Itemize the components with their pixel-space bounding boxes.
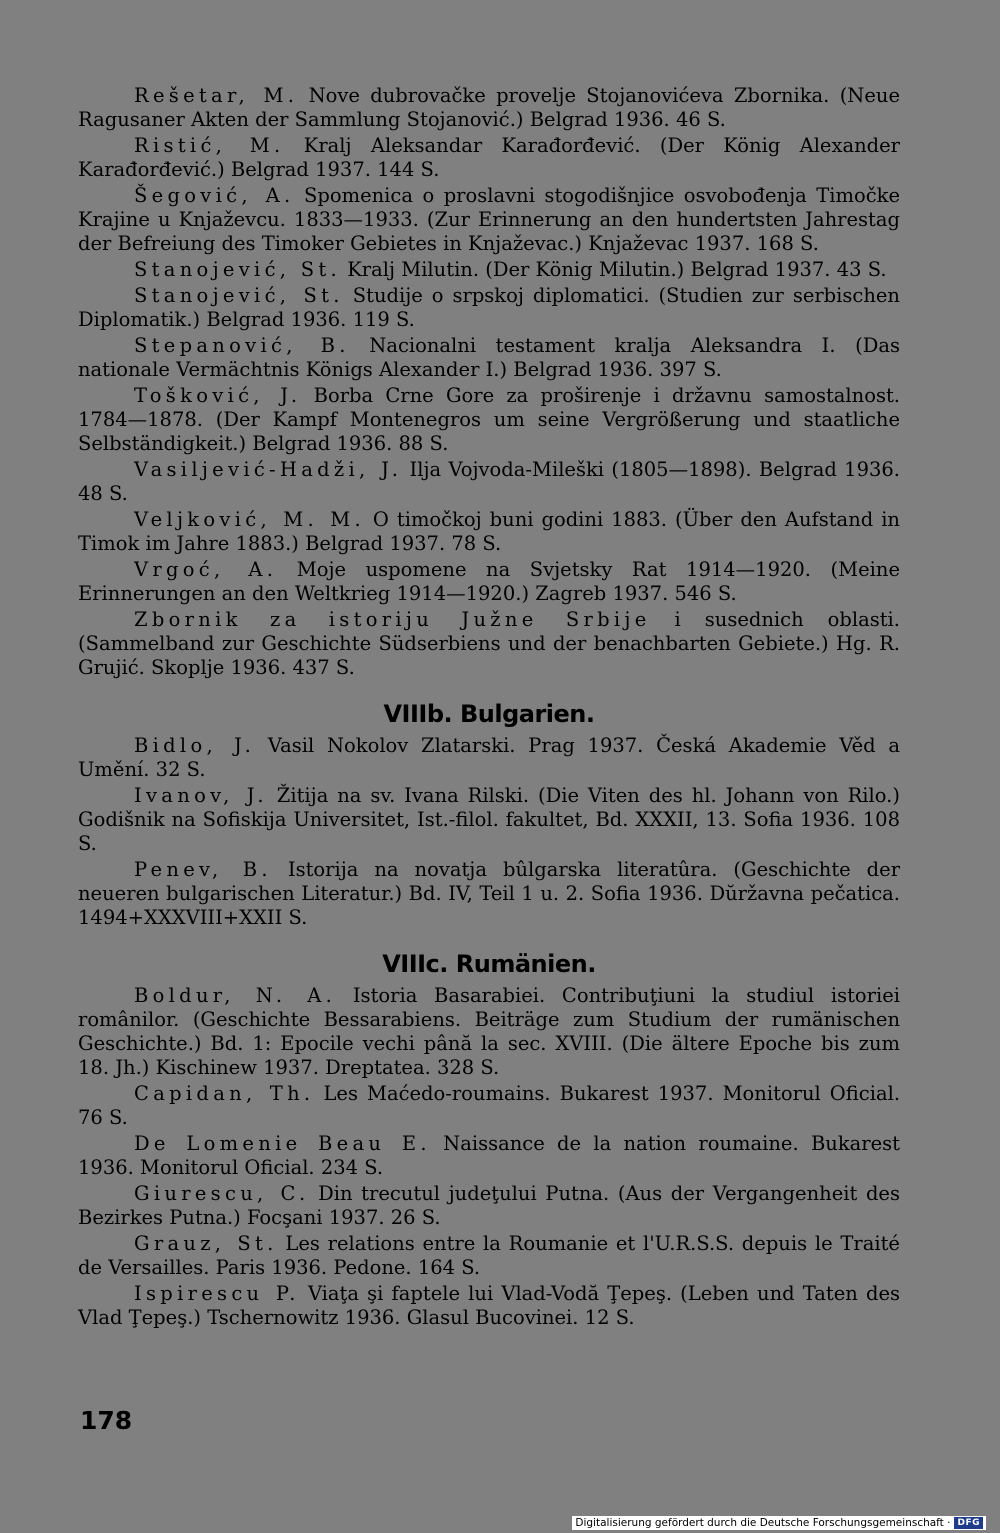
bibliography-entry xyxy=(78,784,900,856)
entry-author: Tošković, J. xyxy=(134,384,302,407)
entry-text: Nove dubrovačke provelje Stojanovićeva Zbornika. (Neue Ragusaner Akten der Sammlung Stojanović.) Belgrad 1936. 46 S. xyxy=(78,84,900,131)
bibliography-entry xyxy=(78,458,900,506)
entry-author: Giurescu, C. xyxy=(134,1182,310,1205)
bibliography-entry xyxy=(78,1282,900,1330)
bibliography-entry xyxy=(78,1232,900,1280)
entry-author: Vasiljević-Hadži, J. xyxy=(134,458,403,481)
bibliography-page xyxy=(78,84,900,1332)
entry-text: i susednich oblasti. (Sammelband zur Geschichte Südserbiens und der benachbarten Gebiete.) Hg. R. Grujić. Skoplje 1936. 437 S. xyxy=(78,608,900,679)
entry-author: Boldur, N. A. xyxy=(134,984,337,1007)
bibliography-entry xyxy=(78,134,900,182)
bibliography-entry xyxy=(78,184,900,256)
entry-text: Nacionalni testament kralja Aleksandra I. (Das nationale Vermächtnis Königs Alexander I.) Belgrad 1936. 397 S. xyxy=(78,334,901,381)
bibliography-entry xyxy=(78,258,900,282)
dfg-logo: DFG xyxy=(954,1517,983,1529)
entry-text: O timočkoj buni godini 1883. (Über den Aufstand in Timok im Jahre 1883.) Belgrad 1937. 78 S. xyxy=(78,508,900,555)
bibliography-entry xyxy=(78,84,900,132)
entry-author: Stanojević, St. xyxy=(134,258,342,281)
entry-text: Istoria Basarabiei. Contribuţiuni la studiul istoriei românilor. (Geschichte Bessarabiens. Beiträge zum Studium der rumänischen Geschichte.) Bd. 1: Epocile vechi până la sec. XVIII. (Die ältere Epoche bis zum 18. Jh.) Kischinew 1937. Dreptatea. 328 S. xyxy=(78,984,900,1079)
entry-text: Vasil Nokolov Zlatarski. Prag 1937. Česká Akademie Věd a Umění. 32 S. xyxy=(78,734,900,781)
entries-serbien xyxy=(78,84,900,680)
entry-author: Vrgoć, A. xyxy=(134,558,278,581)
bibliography-entry xyxy=(78,734,900,782)
bibliography-entry xyxy=(78,984,900,1080)
entry-text: Moje uspomene na Svjetsky Rat 1914—1920. (Meine Erinnerungen an den Weltkrieg 1914—1920.) Zagreb 1937. 546 S. xyxy=(78,558,901,605)
bibliography-entry xyxy=(78,608,900,680)
entry-author: Ristić, M. xyxy=(134,134,285,157)
entry-text: Les relations entre la Roumanie et l'U.R.S.S. depuis le Traité de Versailles. Paris 1936. Pedone. 164 S. xyxy=(78,1232,900,1279)
footer-text: Digitalisierung gefördert durch die Deutsche Forschungsgemeinschaft · xyxy=(575,1517,951,1529)
entry-text: Spomenica o proslavni stogodišnjice osvobođenja Timočke Krajine u Knjaževcu. 1833—1933. (Zur Erinnerung an den hundertsten Jahrestag der Befreiung des Timoker Gebietes in Knjaževac.) Knjaževac 1937. 168 S. xyxy=(78,184,901,255)
entry-author: Rešetar, M. xyxy=(134,84,299,107)
bibliography-entry xyxy=(78,1182,900,1230)
entries-bulgarien xyxy=(78,734,900,930)
bibliography-entry xyxy=(78,508,900,556)
entries-rumaenien xyxy=(78,984,900,1330)
entry-text: Naissance de la nation roumaine. Bukarest 1936. Monitorul Oficial. 234 S. xyxy=(78,1132,900,1179)
bibliography-entry xyxy=(78,284,900,332)
bibliography-entry xyxy=(78,334,900,382)
entry-text: Din trecutul judeţului Putna. (Aus der Vergangenheit des Bezirkes Putna.) Focşani 1937. 26 S. xyxy=(78,1182,900,1229)
bibliography-entry xyxy=(78,1082,900,1130)
bibliography-entry xyxy=(78,1132,900,1180)
entry-text: Kralj Aleksandar Karađorđević. (Der König Alexander Karađorđević.) Belgrad 1937. 144 S. xyxy=(78,134,900,181)
entry-text: Borba Crne Gore za proširenje i državnu samostalnost. 1784—1878. (Der Kampf Montenegros um seine Vergrößerung und staatliche Selbständigkeit.) Belgrad 1936. 88 S. xyxy=(78,384,900,455)
entry-text: Viaţa şi faptele lui Vlad-Vodă Ţepeş. (Leben und Taten des Vlad Ţepeş.) Tschernowitz 1936. Glasul Bucovinei. 12 S. xyxy=(78,1282,900,1329)
page-number: 178 xyxy=(80,1406,133,1435)
bibliography-entry xyxy=(78,858,900,930)
entry-author: Ispirescu P. xyxy=(134,1282,300,1305)
section-heading-bulgarien: VIIIb. Bulgarien. xyxy=(383,700,595,728)
bibliography-entry xyxy=(78,384,900,456)
entry-text: Istorija na novatja bûlgarska literatûra. (Geschichte der neueren bulgarischen Literatur.) Bd. IV, Teil 1 u. 2. Sofia 1936. Dŭržavna pečatica. 1494+XXXVIII+XXII S. xyxy=(78,858,901,929)
entry-author: Zbornik za istoriju Južne Srbije xyxy=(134,608,651,631)
entry-author: Grauz, St. xyxy=(134,1232,278,1255)
entry-author: Stepanović, B. xyxy=(134,334,350,357)
entry-author: Veljković, M. M. xyxy=(134,508,365,531)
entry-author: Stanojević, St. xyxy=(134,284,344,307)
section-heading-rumaenien: VIIIc. Rumänien. xyxy=(382,950,596,978)
entry-text: Studije o srpskoj diplomatici. (Studien zur serbischen Diplomatik.) Belgrad 1936. 119 S. xyxy=(78,284,900,331)
entry-author: Šegović, A. xyxy=(134,184,295,207)
entry-text: Kralj Milutin. (Der König Milutin.) Belgrad 1937. 43 S. xyxy=(347,258,887,281)
entry-text: Ilja Vojvoda-Mileški (1805—1898). Belgrad 1936. 48 S. xyxy=(78,458,900,505)
entry-text: Les Maćedo-roumains. Bukarest 1937. Monitorul Oficial. 76 S. xyxy=(78,1082,901,1129)
entry-author: De Lomenie Beau E. xyxy=(134,1132,431,1155)
bibliography-entry xyxy=(78,558,900,606)
entry-text: Žitija na sv. Ivana Rilski. (Die Viten des hl. Johann von Rilo.) Godišnik na Sofiskija Universitet, Ist.-filol. fakultet, Bd. XXXII, 13. Sofia 1936. 108 S. xyxy=(78,784,900,855)
entry-author: Bidlo, J. xyxy=(134,734,256,757)
entry-author: Ivanov, J. xyxy=(134,784,268,807)
entry-author: Capidan, Th. xyxy=(134,1082,315,1105)
footer-credit xyxy=(572,1516,986,1530)
entry-author: Penev, B. xyxy=(134,858,272,881)
